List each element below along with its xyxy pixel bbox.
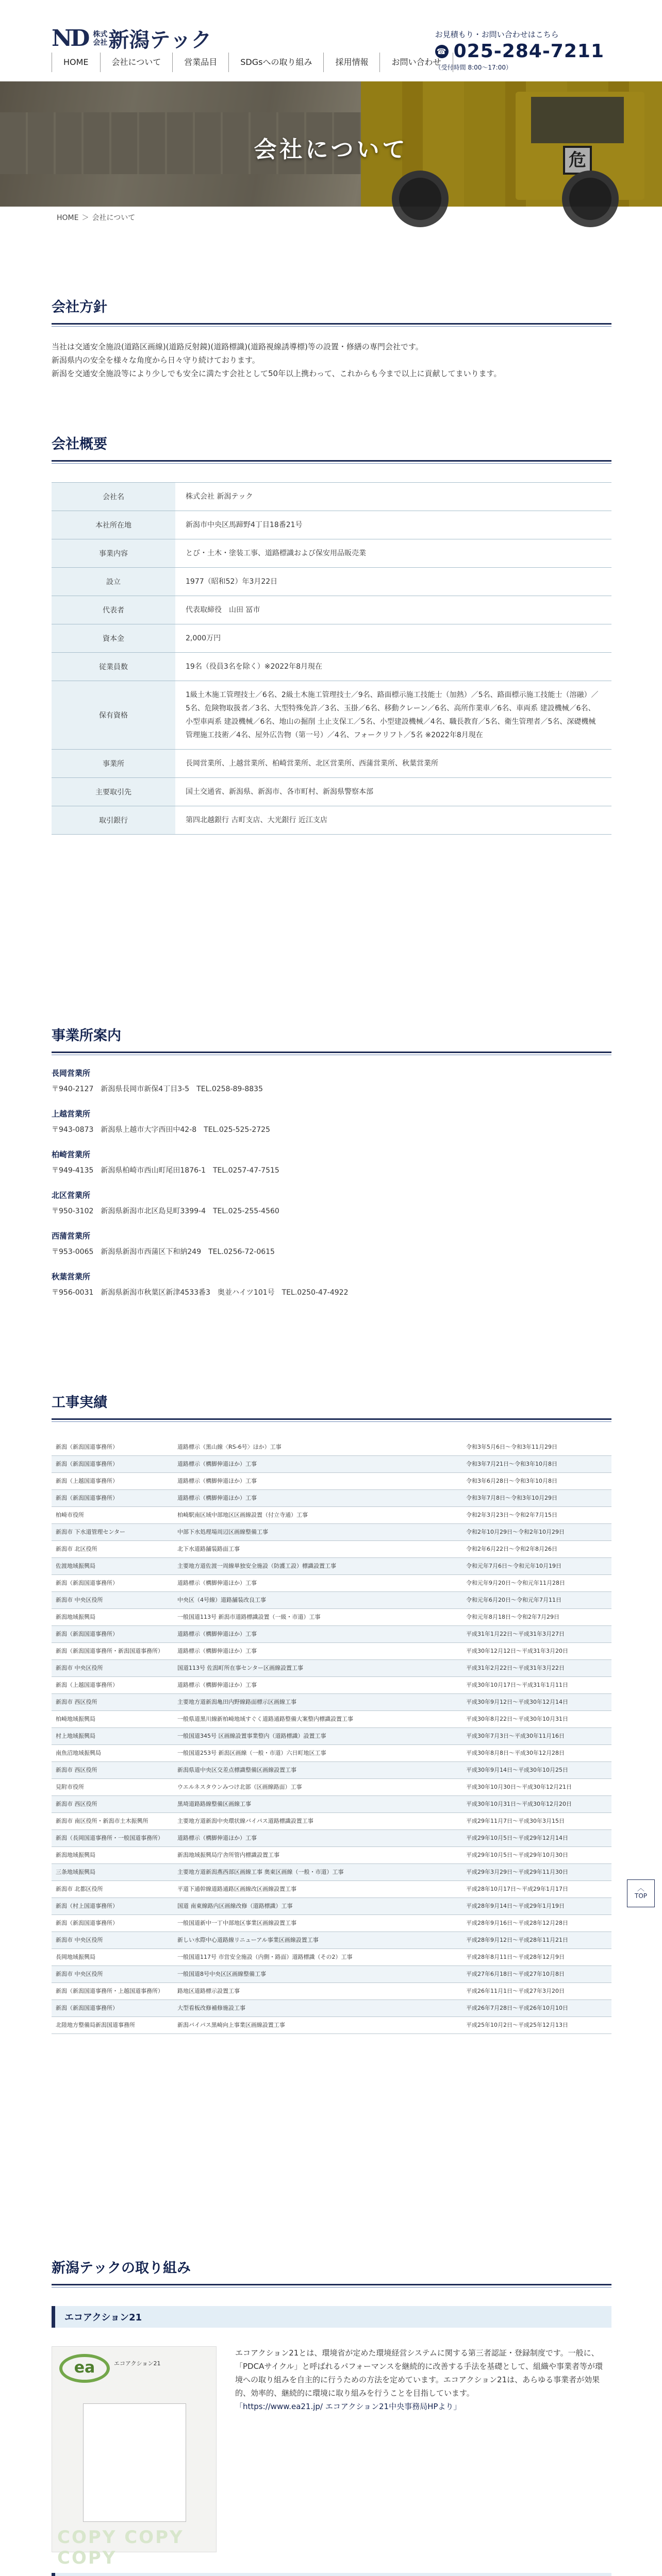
works-project: 新潟地域振興局庁舎所管内標識設置工事 (173, 1846, 462, 1863)
works-project: 道路標示（構脚伸道ほか）工事 (173, 1829, 462, 1846)
works-period: 令和2年3月23日〜令和2年7月15日 (462, 1506, 611, 1523)
works-row (52, 1472, 611, 1489)
works-period: 令和3年7月8日〜令和3年10月29日 (462, 1489, 611, 1506)
works-period: 平成28年9月14日〜平成29年1月19日 (462, 1897, 611, 1914)
works-row (52, 1829, 611, 1846)
works-client: 新潟地域振興局 (52, 1608, 173, 1625)
overview-heading: 会社概要 (52, 433, 611, 462)
overview-row (52, 596, 611, 624)
office-address: 〒950-3102 新潟県新潟市北区島見町3399-4 TEL.025-255-4560 (52, 1207, 279, 1215)
office-name: 上越営業所 (52, 1109, 91, 1118)
nav-contact[interactable]: お問い合わせ (379, 53, 453, 72)
works-period: 平成30年10月17日〜平成31年1月11日 (462, 1676, 611, 1693)
office-address: 〒956-0031 新潟県新潟市秋葉区新津4533番3 奥並ハイツ101号 TEL.0250-47-4922 (52, 1289, 349, 1297)
works-project: 一般県道黒川線新柏崎地域すぐく道路通路整備大案整内標識設置工事 (173, 1710, 462, 1727)
works-project: 大型看板改修補修施設工事 (173, 1999, 462, 2016)
works-project: 新潟バイパス黒崎向上事業区画線設置工事 (173, 2016, 462, 2033)
works-period: 平成30年9月14日〜平成30年10月25日 (462, 1761, 611, 1778)
overview-key: 主要取引先 (52, 778, 175, 806)
overview-value: 国土交通省、新潟県、新潟市、各市町村、新潟県警察本部 (175, 778, 611, 806)
overview-key: 会社名 (52, 483, 175, 511)
site-logo[interactable] (52, 24, 211, 53)
works-client: 新潟（新潟国道事務所） (52, 1914, 173, 1931)
hazard-sign-icon: 危 (563, 146, 592, 175)
works-row (52, 1812, 611, 1829)
works-period: 令和3年7月21日〜令和3年10月8日 (462, 1455, 611, 1472)
works-period: 平成31年2月22日〜平成31年3月22日 (462, 1659, 611, 1676)
works-period: 平成30年8月22日〜平成30年10月31日 (462, 1710, 611, 1727)
works-project: 新潟県道中央区交差点標識整備区画線設置工事 (173, 1761, 462, 1778)
works-project: ウエルネスタウンみつけ北部（区画線路面）工事 (173, 1778, 462, 1795)
works-period: 平成30年10月30日〜平成30年12月21日 (462, 1778, 611, 1795)
works-period: 平成30年10月31日〜平成30年12月20日 (462, 1795, 611, 1812)
overview-value: 長岡営業所、上越営業所、柏崎営業所、北区営業所、西蒲営業所、秋葉営業所 (175, 750, 611, 778)
works-period: 平成30年8月8日〜平成30年12月28日 (462, 1744, 611, 1761)
nav-company[interactable]: 会社について (100, 53, 173, 72)
works-row (52, 2016, 611, 2033)
overview-table (52, 482, 611, 835)
works-project: 北下水道路舗装路面工事 (173, 1540, 462, 1557)
overview-row (52, 778, 611, 806)
eco-action-certificate-heading: エコアクション21 (114, 2360, 161, 2367)
overview-value: 1級土木施工管理技士／6名、2級土木施工管理技士／9名、路面標示施工技能士（加熱）／5名、路面標示施工技能士（溶融）／5名、危険物取扱者／3名、大型特殊免許／3名、玉掛／6名、移動クレーン／6名、高所作業車／6名、車両系 建設機械／6名、小型車両系 建設機械／6名、地山の掘削 土止支保工／5名、小型建設機械／4名、職長教育／5名、衛生管理者／5名、深礎機械管理施工技術／4名、屋外広告物（第一号）／4名、フォークリフト／5名 ※2022年8月現在 (175, 681, 611, 750)
works-client: 長岡地域振興局 (52, 1948, 173, 1965)
works-client: 新潟（上越国道事務所） (52, 1676, 173, 1693)
works-row (52, 1846, 611, 1863)
works-project: 柏崎駅南区域中部地区区画線設置（付立寺通）工事 (173, 1506, 462, 1523)
breadcrumb (57, 212, 138, 223)
works-project: 一般国道8号中央区区画線整備工事 (173, 1965, 462, 1982)
office-item (52, 1149, 611, 1175)
office-item (52, 1108, 611, 1134)
works-period: 平成28年9月12日〜平成28年11月21日 (462, 1931, 611, 1948)
works-row (52, 1982, 611, 1999)
overview-row (52, 681, 611, 750)
works-period: 平成28年10月17日〜平成29年1月17日 (462, 1880, 611, 1897)
works-client: 新潟（新潟国道事務所・新潟国道事務所） (52, 1642, 173, 1659)
works-period: 令和2年6月22日〜令和2年8月26日 (462, 1540, 611, 1557)
overview-row (52, 750, 611, 778)
works-project: 国道113号 佐潟町所在事センター区画線設置工事 (173, 1659, 462, 1676)
offices-section (52, 1024, 611, 1297)
policy-section (52, 296, 611, 380)
phone-number: 025-284-7211 (453, 41, 604, 62)
overview-value: 1977（昭和52）年3月22日 (175, 568, 611, 596)
back-to-top-button[interactable] (627, 1879, 655, 1907)
offices-heading: 事業所案内 (52, 1024, 611, 1053)
works-row (52, 1914, 611, 1931)
works-row (52, 1897, 611, 1914)
breadcrumb-home[interactable]: HOME (57, 214, 79, 222)
works-period: 平成30年12月12日〜平成31年3月20日 (462, 1642, 611, 1659)
works-project: 一般国道113号 新潟市道路標識設置（一級・市道）工事 (173, 1608, 462, 1625)
site-header (0, 0, 662, 81)
overview-value: 19名（役員3名を除く）※2022年8月現在 (175, 653, 611, 681)
eco-action-link[interactable]: 「https://www.ea21.jp/ エコアクション21中央事務局HPより」 (235, 2402, 461, 2411)
works-project: 新しい水際中心道路線リニューアル事業区画線設置工事 (173, 1931, 462, 1948)
award-heading (52, 2573, 611, 2576)
works-row (52, 1676, 611, 1693)
certificate-document (83, 2403, 186, 2522)
works-period: 平成29年10月5日〜平成29年12月14日 (462, 1829, 611, 1846)
works-client: 新潟（村上国道事務所） (52, 1897, 173, 1914)
works-row (52, 1455, 611, 1472)
works-row (52, 1489, 611, 1506)
eco-action-block (52, 2346, 611, 2568)
overview-row (52, 568, 611, 596)
works-client: 北陸地方整備局新潟国道事務所 (52, 2016, 173, 2033)
overview-key: 取引銀行 (52, 806, 175, 835)
logo-company-type: 株式会社 (93, 30, 108, 47)
overview-key: 資本金 (52, 624, 175, 653)
works-project: 道路標示（構脚伸道ほか）工事 (173, 1489, 462, 1506)
works-project: 道路標示（構脚伸道ほか）工事 (173, 1625, 462, 1642)
logo-name: 新潟テック (108, 28, 212, 52)
works-period: 令和元年6月20日〜令和元年7月11日 (462, 1591, 611, 1608)
works-project: 道路標示（構脚伸道ほか）工事 (173, 1472, 462, 1489)
copy-watermark: COPY COPY COPY (57, 2527, 184, 2568)
policy-line: 新潟県内の安全を様々な角度から日々守り続けております。 (52, 355, 260, 365)
policy-line: 新潟を交通安全施設等により少しでも安全に満たす会社として50年以上携わって、これからも今まで以上に貢献してまいります。 (52, 369, 502, 378)
works-client: 新潟市 西区役所 (52, 1795, 173, 1812)
eco-action-title: エコアクション21 (64, 2312, 142, 2323)
works-client: 新潟（上越国道事務所） (52, 1472, 173, 1489)
works-client: 新潟市 下水道管理センター (52, 1523, 173, 1540)
office-item (52, 1230, 611, 1257)
works-period: 平成30年7月3日〜平成30年11月16日 (462, 1727, 611, 1744)
works-client: 新潟市 北都区役所 (52, 1880, 173, 1897)
works-project: 主要地方道新潟燕西部区画線工事 奥東区画線（一般・市道）工事 (173, 1863, 462, 1880)
works-client: 新潟市 西区役所 (52, 1693, 173, 1710)
contact-label: お見積もり・お問い合わせはこちら (435, 30, 559, 39)
works-heading: 工事実績 (52, 1391, 611, 1420)
overview-row (52, 624, 611, 653)
eco-action-certificate-image (52, 2346, 217, 2568)
breadcrumb-current: 会社について (92, 214, 136, 222)
works-project: 国道 南東線路内区画線改修（道路標識）工事 (173, 1897, 462, 1914)
works-project: 一般国道253号 新潟区画線（一般・市道）六日町地区工事 (173, 1744, 462, 1761)
global-nav (52, 53, 453, 72)
works-project: 中部下水処理場周辺区画線整備工事 (173, 1523, 462, 1540)
works-row (52, 1710, 611, 1727)
works-period: 平成28年8月11日〜平成28年12月9日 (462, 1948, 611, 1965)
works-period: 令和3年6月28日〜令和3年10月8日 (462, 1472, 611, 1489)
works-project: 路地区道路標示設置工事 (173, 1982, 462, 1999)
works-row (52, 1795, 611, 1812)
works-project: 一般国道新中一丁中部地区事業区画線設置工事 (173, 1914, 462, 1931)
works-project: 平道下通幹線道路通路区画線改区画線設置工事 (173, 1880, 462, 1897)
policy-line: 当社は交通安全施設(道路区画線)(道路反射鏡)(道路標識)(道路視線誘導標)等の設置・修繕の専門会社です。 (52, 342, 423, 351)
policy-text (52, 340, 611, 380)
works-row (52, 1438, 611, 1455)
works-row (52, 1880, 611, 1897)
works-row (52, 1778, 611, 1795)
office-address: 〒943-0873 新潟県上越市大字西田中42-8 TEL.025-525-2725 (52, 1126, 270, 1134)
works-client: 新潟市 中央区役所 (52, 1591, 173, 1608)
works-row (52, 1591, 611, 1608)
efforts-section (52, 2257, 611, 2576)
office-item (52, 1067, 611, 1094)
page-title: 会社について (254, 137, 408, 163)
works-section (52, 1391, 611, 2034)
overview-key: 事業内容 (52, 539, 175, 568)
works-project: 中央区（4号線）道路舗装改良工事 (173, 1591, 462, 1608)
works-row (52, 1523, 611, 1540)
overview-value: 代表取締役 山田 冨市 (175, 596, 611, 624)
works-client: 村上地域振興局 (52, 1727, 173, 1744)
overview-value: 第四北越銀行 古町支店、大光銀行 近江支店 (175, 806, 611, 835)
works-row (52, 1693, 611, 1710)
overview-row (52, 483, 611, 511)
chevron-up-icon: ︿ (637, 1885, 644, 1893)
overview-value: とび・土木・塗装工事、道路標識および保安用品販売業 (175, 539, 611, 568)
office-name: 秋葉営業所 (52, 1272, 91, 1281)
works-client: 柏崎地域振興局 (52, 1710, 173, 1727)
overview-row (52, 511, 611, 539)
overview-row (52, 653, 611, 681)
overview-value: 新潟市中央区馬蹄野4丁目18番21号 (175, 511, 611, 539)
works-project: 道路標示（構脚伸道ほか）工事 (173, 1642, 462, 1659)
policy-heading: 会社方針 (52, 296, 611, 325)
works-row (52, 1948, 611, 1965)
works-client: 新潟（新潟国道事務所） (52, 1625, 173, 1642)
works-period: 平成29年10月5日〜平成29年10月30日 (462, 1846, 611, 1863)
office-name: 西蒲営業所 (52, 1231, 91, 1241)
office-name: 長岡営業所 (52, 1069, 91, 1078)
works-table (52, 1438, 611, 2034)
overview-row (52, 806, 611, 835)
works-period: 平成29年11月7日〜平成30年3月15日 (462, 1812, 611, 1829)
works-row (52, 1931, 611, 1948)
works-period: 令和元年7月6日〜令和元年10月19日 (462, 1557, 611, 1574)
works-project: 道路標示（構脚伸道ほか）工事 (173, 1455, 462, 1472)
efforts-heading: 新潟テックの取り組み (52, 2257, 611, 2285)
office-name: 柏崎営業所 (52, 1150, 91, 1159)
office-address: 〒949-4135 新潟県柏崎市西山町尾田1876-1 TEL.0257-47-7515 (52, 1166, 279, 1175)
overview-key: 事業所 (52, 750, 175, 778)
works-client: 南魚沼地域振興局 (52, 1744, 173, 1761)
office-list (52, 1067, 611, 1297)
works-project: 主要地方道佐渡一周線単独安全施設（防護工設）標識設置工事 (173, 1557, 462, 1574)
works-row (52, 1965, 611, 1982)
works-client: 新潟市 中央区役所 (52, 1965, 173, 1982)
works-period: 平成27年6月18日〜平成27年10月8日 (462, 1965, 611, 1982)
works-row (52, 1506, 611, 1523)
eco-action-text: エコアクション21とは、環境省が定めた環境経営システムに関する第三者認証・登録制度です。一般に、「PDCAサイクル」と呼ばれるパフォーマンスを継続的に改善する手法を基礎として、組織や事業者等が環境への取り組みを自主的に行うための方法を定めています。エコアクション21は、あらゆる事業者が効果的、効率的、継続的に環境に取り組みを行うことを目指しています。 (235, 2348, 603, 2398)
works-client: 新潟市 中央区役所 (52, 1659, 173, 1676)
overview-value: 株式会社 新潟テック (175, 483, 611, 511)
works-client: 新潟市 北区役所 (52, 1540, 173, 1557)
works-client: 柏崎市役所 (52, 1506, 173, 1523)
works-client: 見附市役所 (52, 1778, 173, 1795)
works-period: 令和3年5月6日〜令和3年11月29日 (462, 1438, 611, 1455)
back-to-top-label: TOP (634, 1892, 647, 1900)
overview-key: 保有資格 (52, 681, 175, 750)
works-project: 道路標示（構脚伸道ほか）工事 (173, 1574, 462, 1591)
works-row (52, 1659, 611, 1676)
works-row (52, 1642, 611, 1659)
works-project: 主要地方道新潟中央環状線バイパス道路標識設置工事 (173, 1812, 462, 1829)
nav-home[interactable]: HOME (52, 53, 100, 72)
works-period: 令和元年9月20日〜令和元年11月28日 (462, 1574, 611, 1591)
breadcrumb-separator: ＞ (81, 214, 89, 222)
works-client: 新潟（新潟国道事務所） (52, 1455, 173, 1472)
works-client: 新潟市 西区役所 (52, 1761, 173, 1778)
works-period: 平成29年3月29日〜平成29年11月30日 (462, 1863, 611, 1880)
overview-key: 本社所在地 (52, 511, 175, 539)
works-row (52, 1625, 611, 1642)
works-client: 新潟（新潟国道事務所・上越国道事務所） (52, 1982, 173, 1999)
works-period: 令和元年8月18日〜令和2年7月29日 (462, 1608, 611, 1625)
works-period: 平成28年9月16日〜平成28年12月28日 (462, 1914, 611, 1931)
overview-key: 代表者 (52, 596, 175, 624)
works-client: 新潟（長岡国道事務所・一般国道事務所） (52, 1829, 173, 1846)
eco-action-logo-icon: ea (59, 2354, 110, 2383)
nav-sdgs[interactable]: SDGsへの取り組み (228, 53, 323, 72)
works-project: 一般国道117号 市営安全施設（内側・路面）道路標識（その2）工事 (173, 1948, 462, 1965)
works-row (52, 1999, 611, 2016)
works-project: 一般国道345号 区画線設置事業整内（道路標識）設置工事 (173, 1727, 462, 1744)
overview-key: 設立 (52, 568, 175, 596)
phone-link[interactable] (435, 41, 604, 62)
works-period: 平成26年11月1日〜平成27年3月20日 (462, 1982, 611, 1999)
works-row (52, 1574, 611, 1591)
works-row (52, 1540, 611, 1557)
works-period: 平成30年9月12日〜平成30年12月14日 (462, 1693, 611, 1710)
works-project: 道路標示（構脚伸道ほか）工事 (173, 1676, 462, 1693)
office-item (52, 1190, 611, 1216)
nav-recruit[interactable]: 採用情報 (323, 53, 379, 72)
works-client: 新潟（新潟国道事務所） (52, 1999, 173, 2016)
works-period: 平成25年10月2日〜平成25年12月13日 (462, 2016, 611, 2033)
office-address: 〒953-0065 新潟県新潟市西蒲区下和納249 TEL.0256-72-0615 (52, 1248, 275, 1256)
nav-products[interactable]: 営業品目 (172, 53, 228, 72)
works-client: 佐渡地域振興局 (52, 1557, 173, 1574)
works-row (52, 1863, 611, 1880)
works-client: 三条地域振興局 (52, 1863, 173, 1880)
works-client: 新潟（新潟国道事務所） (52, 1574, 173, 1591)
works-client: 新潟（新潟国道事務所） (52, 1489, 173, 1506)
works-project: 道路標示（黒山線〈RS-6号〉ほか）工事 (173, 1438, 462, 1455)
eco-action-description (217, 2346, 608, 2552)
works-client: 新潟（新潟国道事務所） (52, 1438, 173, 1455)
works-period: 平成31年1月22日〜平成31年3月27日 (462, 1625, 611, 1642)
works-row (52, 1744, 611, 1761)
overview-section (52, 433, 611, 835)
works-row (52, 1608, 611, 1625)
overview-value: 2,000万円 (175, 624, 611, 653)
works-period: 令和2年10月29日〜令和2年10月29日 (462, 1523, 611, 1540)
works-row (52, 1761, 611, 1778)
works-client: 新潟市 中央区役所 (52, 1931, 173, 1948)
phone-icon: ☎ (435, 45, 449, 58)
logo-mark: ND (52, 25, 88, 52)
eco-action-heading (52, 2306, 611, 2328)
office-address: 〒940-2127 新潟県長岡市新保4丁目3-5 TEL.0258-89-8835 (52, 1085, 263, 1093)
overview-row (52, 539, 611, 568)
works-project: 黒埼道路路線整備区画線工事 (173, 1795, 462, 1812)
works-row (52, 1557, 611, 1574)
works-client: 新潟市 南区役所・新潟市土木振興所 (52, 1812, 173, 1829)
hero-banner (0, 81, 662, 207)
works-client: 新潟地域振興局 (52, 1846, 173, 1863)
works-project: 主要地方道新潟亀田内野線路面標示区画線工事 (173, 1693, 462, 1710)
works-row (52, 1727, 611, 1744)
business-hours: （受付時間 8:00〜17:00） (435, 64, 512, 71)
header-contact (435, 29, 604, 72)
office-item (52, 1271, 611, 1297)
works-period: 平成26年7月28日〜平成26年10月10日 (462, 1999, 611, 2016)
overview-key: 従業員数 (52, 653, 175, 681)
office-name: 北区営業所 (52, 1191, 91, 1200)
